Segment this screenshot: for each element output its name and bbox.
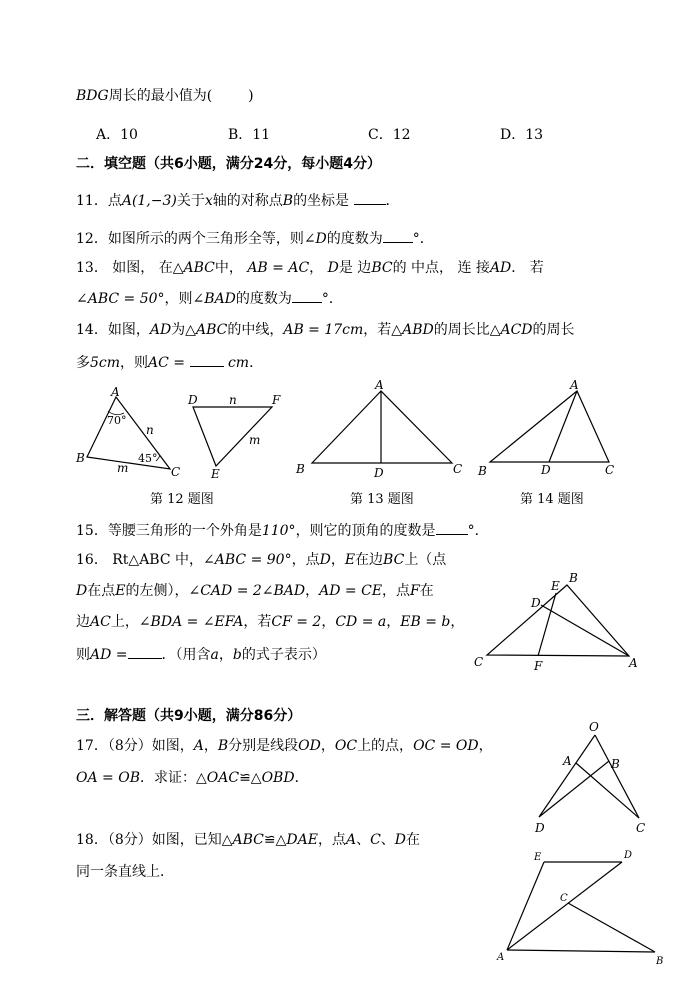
text: ， bbox=[386, 614, 401, 630]
text: 是 边 bbox=[338, 260, 372, 276]
label-a: A bbox=[497, 952, 505, 963]
text: 在 bbox=[419, 583, 434, 599]
label-n: n bbox=[229, 393, 237, 407]
text: ．（用含 bbox=[161, 647, 211, 663]
figure-13-caption: 第 13 题图 bbox=[350, 492, 414, 507]
label-d: D bbox=[531, 596, 541, 610]
math: B bbox=[217, 738, 229, 754]
text: 的坐标是 bbox=[293, 193, 350, 209]
text: ， bbox=[478, 738, 493, 754]
angle-c-value: 45° bbox=[138, 452, 158, 465]
text: 在点 bbox=[87, 583, 116, 599]
text: 的度数为 bbox=[326, 231, 383, 247]
math: A(1,−3) bbox=[121, 193, 177, 209]
text: ． bbox=[249, 355, 264, 371]
text: ，若△ bbox=[363, 322, 403, 338]
text: 的式子表示） bbox=[241, 647, 326, 663]
math: OAC bbox=[206, 770, 240, 786]
math: AC = bbox=[148, 355, 186, 371]
text: ．求证：△ bbox=[139, 770, 207, 786]
text: ． 若 bbox=[511, 260, 544, 276]
math: AB = AC bbox=[247, 260, 310, 276]
text: ， bbox=[309, 260, 328, 276]
text: ． bbox=[294, 770, 309, 786]
math: OD bbox=[298, 738, 321, 754]
math: cm bbox=[227, 355, 250, 371]
text: 15．等腰三角形的一个外角是 bbox=[76, 523, 262, 539]
text: 、 bbox=[380, 832, 395, 848]
math: ACD bbox=[500, 322, 533, 338]
label-m: m bbox=[117, 461, 129, 475]
math: B bbox=[282, 193, 294, 209]
label-b: B bbox=[76, 451, 85, 465]
math: b bbox=[232, 647, 242, 663]
text: 在 bbox=[406, 832, 421, 848]
figure-14-caption: 第 14 题图 bbox=[520, 492, 584, 507]
label-e: E bbox=[551, 579, 560, 593]
math: EB = b bbox=[400, 614, 451, 630]
figure-12-caption: 第 12 题图 bbox=[150, 492, 214, 507]
text: 的周长 bbox=[532, 322, 575, 338]
label-b: B bbox=[569, 571, 578, 585]
text: ， bbox=[305, 583, 320, 599]
text: 11．点 bbox=[76, 193, 122, 209]
label-b: B bbox=[656, 956, 664, 967]
text: 中， bbox=[214, 260, 248, 276]
math: 110° bbox=[261, 523, 296, 539]
math: BC bbox=[371, 260, 393, 276]
math: ∠CAD = 2∠BAD bbox=[188, 583, 306, 599]
text: ，点 bbox=[382, 583, 411, 599]
math: OBD bbox=[261, 770, 295, 786]
text: 轴的对称点 bbox=[212, 193, 283, 209]
segment-ab bbox=[507, 950, 655, 952]
label-e: E bbox=[211, 467, 220, 481]
text: °． bbox=[321, 291, 343, 307]
text: 的中线， bbox=[227, 322, 284, 338]
label-n: n bbox=[146, 423, 154, 437]
math: OA = OB bbox=[76, 770, 140, 786]
segment-ea bbox=[507, 862, 544, 950]
math: D bbox=[394, 832, 407, 848]
label-a: A bbox=[111, 385, 120, 399]
label-c: C bbox=[453, 462, 463, 476]
text: ， bbox=[320, 738, 335, 754]
math: ABC bbox=[232, 832, 264, 848]
math: D bbox=[315, 231, 327, 247]
question-18-line-2: 同一条直线上． bbox=[76, 864, 174, 880]
label-d: D bbox=[541, 463, 551, 477]
math: D bbox=[319, 552, 331, 568]
text: ，点 bbox=[317, 832, 346, 848]
math: BC bbox=[383, 552, 405, 568]
text: °． bbox=[467, 523, 489, 539]
label-c: C bbox=[560, 893, 568, 904]
math: AD = CE bbox=[319, 583, 383, 599]
label-a: A bbox=[563, 754, 572, 768]
text: ，则它的顶角的度数是 bbox=[295, 523, 436, 539]
text: 12．如图所示的两个三角形全等，则∠ bbox=[76, 231, 316, 247]
math: D bbox=[76, 583, 88, 599]
text: ≌△ bbox=[263, 832, 287, 848]
text: ， bbox=[321, 614, 336, 630]
question-text: 周长的最小值为( bbox=[108, 88, 213, 104]
option-a[interactable]: A．10 bbox=[96, 127, 138, 143]
math: C bbox=[370, 832, 381, 848]
option-b[interactable]: B．11 bbox=[228, 127, 271, 143]
option-d[interactable]: D．13 bbox=[500, 127, 544, 143]
math: x bbox=[204, 193, 213, 209]
math: ABC bbox=[195, 322, 228, 338]
text: 多 bbox=[76, 355, 90, 371]
angle-a-value: 70° bbox=[107, 414, 127, 427]
math: a bbox=[210, 647, 219, 663]
text: 边 bbox=[76, 614, 90, 630]
label-d: D bbox=[188, 393, 198, 407]
label-b: B bbox=[296, 462, 305, 476]
section-3-heading: 三．解答题（共9小题，满分86分） bbox=[76, 708, 302, 724]
math: DAE bbox=[286, 832, 318, 848]
text: ， bbox=[203, 738, 218, 754]
text: 则 bbox=[76, 647, 90, 663]
text: ． bbox=[385, 193, 400, 209]
text: ，点 bbox=[291, 552, 320, 568]
math: A bbox=[193, 738, 204, 754]
text: 16． Rt△ABC 中， bbox=[76, 552, 204, 568]
text: 17．（8分）如图， bbox=[76, 738, 194, 754]
label-c: C bbox=[171, 465, 181, 479]
label-e: E bbox=[534, 852, 542, 863]
label-c: C bbox=[474, 655, 484, 669]
label-o: O bbox=[589, 720, 599, 734]
text: 关于 bbox=[176, 193, 205, 209]
section-2-heading: 二．填空题（共6小题，满分24分，每小题4分） bbox=[76, 156, 381, 172]
label-a: A bbox=[629, 656, 638, 670]
label-a: A bbox=[570, 378, 579, 392]
math: ∠ABC = 90° bbox=[203, 552, 292, 568]
math: BAD bbox=[204, 291, 236, 307]
math: AD = bbox=[90, 647, 128, 663]
text: °． bbox=[412, 231, 434, 247]
segment-label: BDG bbox=[76, 88, 109, 104]
math: ABD bbox=[402, 322, 434, 338]
segment-cb bbox=[568, 903, 655, 952]
label-f: F bbox=[272, 393, 281, 407]
math: D bbox=[327, 260, 339, 276]
math: AD bbox=[489, 260, 512, 276]
text: 的度数为 bbox=[235, 291, 292, 307]
text: ，则∠ bbox=[164, 291, 205, 307]
label-d: D bbox=[374, 466, 384, 480]
math: AC bbox=[90, 614, 111, 630]
text: 、 bbox=[356, 832, 371, 848]
math: ABC bbox=[183, 260, 215, 276]
label-a: A bbox=[375, 378, 384, 392]
label-c: C bbox=[605, 463, 615, 477]
option-c[interactable]: C．12 bbox=[368, 127, 411, 143]
paren-close: ) bbox=[248, 88, 254, 104]
math: 5cm bbox=[90, 355, 121, 371]
segment-da bbox=[507, 862, 622, 950]
text: 在边 bbox=[355, 552, 384, 568]
label-m: m bbox=[249, 433, 261, 447]
text: ≌△ bbox=[239, 770, 262, 786]
text: 13． 如图， 在△ bbox=[76, 260, 184, 276]
text: 分别是线段 bbox=[228, 738, 299, 754]
label-f: F bbox=[534, 659, 543, 673]
math: AD bbox=[149, 322, 172, 338]
text: 上的点， bbox=[357, 738, 414, 754]
math: E bbox=[115, 583, 126, 599]
label-c: C bbox=[636, 821, 646, 835]
text: ，若 bbox=[243, 614, 272, 630]
text: 的左侧）， bbox=[125, 583, 189, 599]
math: ∠BDA = ∠EFA bbox=[138, 614, 244, 630]
text: ， bbox=[330, 552, 345, 568]
text: ， bbox=[450, 614, 465, 630]
math: ∠ABC = 50° bbox=[76, 291, 165, 307]
text: 14．如图， bbox=[76, 322, 150, 338]
math: CD = a bbox=[335, 614, 387, 630]
text: 上（点 bbox=[404, 552, 447, 568]
math: CF = 2 bbox=[271, 614, 322, 630]
math: OC bbox=[334, 738, 358, 754]
label-d: D bbox=[535, 821, 545, 835]
text: 上， bbox=[110, 614, 139, 630]
math: OC = OD bbox=[413, 738, 479, 754]
text: 为△ bbox=[171, 322, 196, 338]
math: AB = 17cm bbox=[283, 322, 364, 338]
math: F bbox=[410, 583, 420, 599]
label-b: B bbox=[478, 464, 487, 478]
text: 的周长比△ bbox=[433, 322, 501, 338]
text: ， bbox=[218, 647, 233, 663]
math: E bbox=[344, 552, 356, 568]
label-d: D bbox=[624, 850, 633, 861]
text: ，则 bbox=[120, 355, 149, 371]
text: 18．（8分）如图，已知△ bbox=[76, 832, 233, 848]
text: 的 中点， 连 接 bbox=[392, 260, 490, 276]
label-b: B bbox=[611, 757, 620, 771]
math: A bbox=[345, 832, 357, 848]
